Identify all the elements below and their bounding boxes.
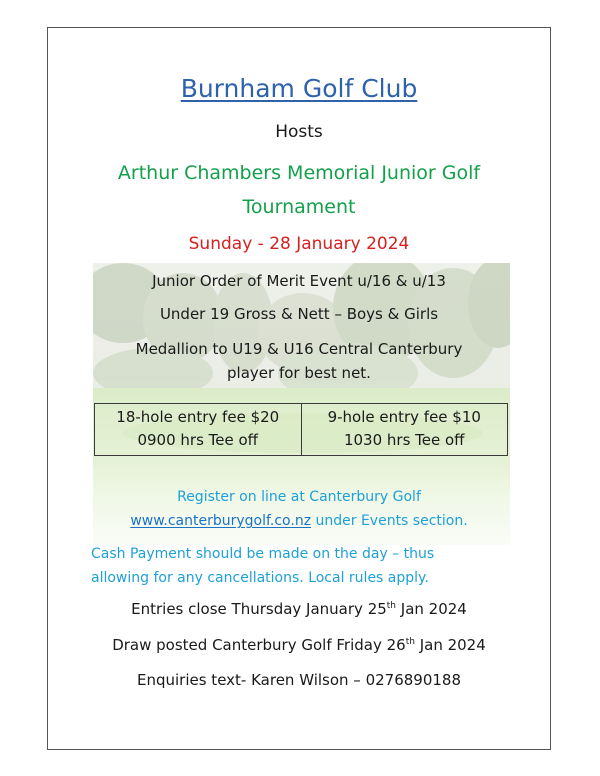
entry-fee-table bbox=[94, 403, 508, 456]
entries-close-prefix: Entries close Thursday January 25 bbox=[131, 600, 387, 618]
club-title: Burnham Golf Club bbox=[180, 74, 418, 103]
info-line-merit-event: Junior Order of Merit Event u/16 & u/13 bbox=[152, 272, 446, 290]
event-date: Sunday - 28 January 2024 bbox=[188, 234, 410, 254]
fee-cell-9-hole bbox=[301, 404, 508, 455]
fee-tee-time: 1030 hrs Tee off bbox=[343, 431, 465, 449]
hosts-label: Hosts bbox=[275, 122, 323, 142]
entries-close-ordinal: th bbox=[386, 601, 397, 611]
draw-posted-prefix: Draw posted Canterbury Golf Friday 26 bbox=[112, 636, 406, 654]
cash-payment-line-2: allowing for any cancellations. Local rules apply. bbox=[91, 570, 429, 586]
draw-posted-ordinal: th bbox=[405, 637, 415, 647]
entries-close-line bbox=[47, 599, 551, 619]
info-line-medallion: Medallion to U19 & U16 Central Canterbury bbox=[135, 340, 463, 358]
fee-cell-18-hole bbox=[95, 404, 301, 455]
info-line-best-net: player for best net. bbox=[227, 364, 371, 382]
register-link-line bbox=[47, 511, 551, 531]
event-title-line-1: Arthur Chambers Memorial Junior Golf bbox=[117, 162, 481, 184]
register-online-text: Register on line at Canterbury Golf bbox=[177, 489, 421, 505]
register-suffix-text: under Events section. bbox=[311, 513, 468, 529]
draw-posted-suffix: Jan 2024 bbox=[414, 636, 486, 654]
entries-close-suffix: Jan 2024 bbox=[396, 600, 467, 618]
info-line-divisions: Under 19 Gross & Nett – Boys & Girls bbox=[159, 305, 439, 323]
fee-tee-time: 0900 hrs Tee off bbox=[137, 431, 259, 449]
fee-entry-text: 9-hole entry fee $10 bbox=[327, 408, 481, 426]
canterbury-golf-link[interactable]: www.canterburygolf.co.nz bbox=[130, 513, 312, 529]
draw-posted-line bbox=[47, 635, 551, 655]
fee-entry-text: 18-hole entry fee $20 bbox=[116, 408, 280, 426]
enquiries-contact: Enquiries text- Karen Wilson – 0276890188 bbox=[136, 671, 462, 689]
event-title-line-2: Tournament bbox=[242, 196, 356, 218]
cash-payment-line-1: Cash Payment should be made on the day – thus bbox=[91, 546, 435, 562]
